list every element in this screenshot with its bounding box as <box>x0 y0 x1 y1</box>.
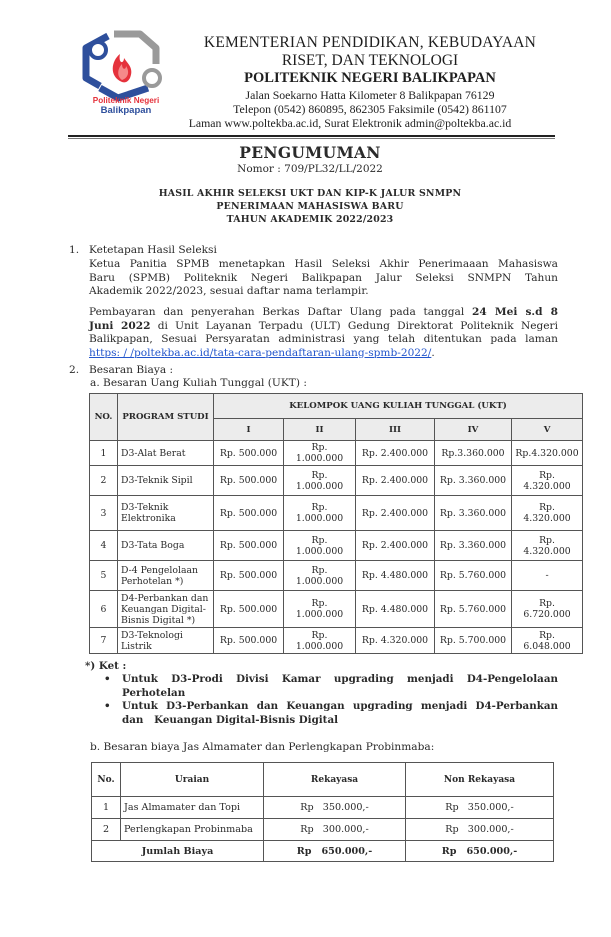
note-item-1: Untuk D3-Prodi Divisi Kamar upgrading menjadi D4-Pengelolaan Perhotelan <box>122 673 558 699</box>
header-level-2: II <box>284 419 356 441</box>
row-program: D3-Teknik Sipil <box>118 466 214 496</box>
paragraph1-line: Akademik 2022/2023, sesuai daftar nama terlampir. <box>89 285 369 297</box>
header-non-rekayasa: Non Rekayasa <box>406 763 554 797</box>
ministry-line1: KEMENTERIAN PENDIDIKAN, KEBUDAYAAN <box>203 34 537 51</box>
row-value: Rp. 1.000.000 <box>284 591 356 628</box>
announcement-subtitle-1: HASIL AKHIR SELEKSI UKT DAN KIP-K JALUR SNMPN <box>158 188 462 199</box>
row-value: Rp.4.320.000 <box>512 441 583 466</box>
row-value: Rp. 5.760.000 <box>435 561 512 591</box>
row-no: 5 <box>90 561 118 591</box>
row-non-rekayasa: Rp 350.000,- <box>406 797 554 819</box>
paragraph1-line: Baru (SPMB) Politeknik Negeri Balikpapan Jalur Seleksi SNMPN Tahun <box>89 271 558 284</box>
header-item: Uraian <box>121 763 264 797</box>
section1-number: 1. <box>69 244 80 256</box>
row-value: Rp. 4.480.000 <box>356 591 435 628</box>
row-rekayasa: Rp 350.000,- <box>264 797 406 819</box>
note-label: *) Ket : <box>85 660 127 672</box>
table-row <box>90 496 583 531</box>
header-no: NO. <box>90 394 118 441</box>
row-value: Rp. 4.320.000 <box>512 496 583 531</box>
date-range-end: Juni 2022 <box>89 319 151 332</box>
table-row <box>92 797 554 819</box>
row-value: Rp. 500.000 <box>214 466 284 496</box>
row-program: D4-Perbankan dan Keuangan Digital-Bisnis Digital *) <box>118 591 214 628</box>
header-level-3: III <box>356 419 435 441</box>
total-label: Jumlah Biaya <box>92 841 264 862</box>
row-value: Rp. 2.400.000 <box>356 496 435 531</box>
row-value: Rp. 4.320.000 <box>512 531 583 561</box>
row-rekayasa: Rp 300.000,- <box>264 819 406 841</box>
letterhead-divider-thin <box>68 138 555 139</box>
table-row <box>90 591 583 628</box>
registration-guide-link[interactable]: https: / /poltekba.ac.id/tata-cara-pendaftaran-ulang-spmb-2022/ <box>89 346 432 359</box>
row-value: Rp. 4.480.000 <box>356 561 435 591</box>
logo-text-line2: Balikpapan <box>100 105 152 116</box>
row-value: Rp. 5.700.000 <box>435 628 512 654</box>
row-no: 2 <box>90 466 118 496</box>
total-non-rekayasa: Rp 650.000,- <box>406 841 554 862</box>
announcement-subtitle-3: TAHUN AKADEMIK 2022/2023 <box>226 214 394 225</box>
row-non-rekayasa: Rp 300.000,- <box>406 819 554 841</box>
row-value: Rp. 6.720.000 <box>512 591 583 628</box>
row-value: Rp. 4.320.000 <box>356 628 435 654</box>
row-value: Rp.3.360.000 <box>435 441 512 466</box>
address: Jalan Soekarno Hatta Kilometer 8 Balikpapan 76129 <box>245 88 495 102</box>
row-value: Rp. 2.400.000 <box>356 466 435 496</box>
header-ukt-group: KELOMPOK UANG KULIAH TUNGGAL (UKT) <box>214 394 583 419</box>
total-row <box>92 841 554 862</box>
bullet-icon: • <box>104 700 111 712</box>
paragraph1-line: Ketua Panitia SPMB menetapkan Hasil Seleksi Akhir Penerimaaan Mahasiswa <box>89 258 558 270</box>
table-row <box>90 561 583 591</box>
row-item: Perlengkapan Probinmaba <box>121 819 264 841</box>
row-no: 6 <box>90 591 118 628</box>
almamater-fee-table <box>91 762 554 862</box>
row-value: Rp. 1.000.000 <box>284 531 356 561</box>
row-no: 2 <box>92 819 121 841</box>
paragraph2-line4: https: / /poltekba.ac.id/tata-cara-pendaftaran-ulang-spmb-2022/. <box>89 346 435 359</box>
row-no: 7 <box>90 628 118 654</box>
header-program: PROGRAM STUDI <box>118 394 214 441</box>
row-program: D3-Teknik Elektronika <box>118 496 214 531</box>
note-item-2: Untuk D3-Perbankan dan Keuangan upgrading menjadi D4-Perbankan dan Keuangan Digital-Bisnis Digital <box>122 700 558 726</box>
web-email: Laman www.poltekba.ac.id, Surat Elektronik admin@poltekba.ac.id <box>188 116 512 130</box>
row-value: Rp. 6.048.000 <box>512 628 583 654</box>
row-program: D3-Teknologi Listrik <box>118 628 214 654</box>
row-value: - <box>512 561 583 591</box>
section1-paragraph2 <box>89 306 558 360</box>
row-value: Rp. 3.360.000 <box>435 496 512 531</box>
row-value: Rp. 3.360.000 <box>435 466 512 496</box>
table-row <box>90 531 583 561</box>
table-row <box>92 819 554 841</box>
announcement-title: PENGUMUMAN <box>239 143 381 162</box>
section2-sub-a: a. Besaran Uang Kuliah Tunggal (UKT) : <box>90 377 307 389</box>
announcement-subtitle-2: PENERIMAAN MAHASISWA BARU <box>216 201 404 212</box>
total-rekayasa: Rp 650.000,- <box>264 841 406 862</box>
ministry-line2: RISET, DAN TEKNOLOGI <box>281 52 459 69</box>
paragraph2-line2: Juni 2022 di Unit Layanan Terpadu (ULT) Gedung Direktorat Politeknik Negeri <box>89 319 558 332</box>
table-row <box>90 441 583 466</box>
paragraph2-line3: Balikpapan, Sesuai Persyaratan administrasi yang telah ditentukan pada laman <box>89 333 558 345</box>
header-level-1: I <box>214 419 284 441</box>
announcement-number: Nomor : 709/PL32/LL/2022 <box>237 163 383 175</box>
row-value: Rp. 1.000.000 <box>284 441 356 466</box>
row-no: 1 <box>90 441 118 466</box>
row-value: Rp. 500.000 <box>214 496 284 531</box>
row-value: Rp. 500.000 <box>214 561 284 591</box>
row-item: Jas Almamater dan Topi <box>121 797 264 819</box>
row-value: Rp. 500.000 <box>214 531 284 561</box>
row-value: Rp. 4.320.000 <box>512 466 583 496</box>
section2-number: 2. <box>69 364 80 376</box>
row-no: 1 <box>92 797 121 819</box>
letterhead-divider <box>68 135 555 137</box>
paragraph2-line1: Pembayaran dan penyerahan Berkas Daftar Ulang pada tanggal 24 Mei s.d 8 <box>89 306 559 318</box>
row-value: Rp. 5.760.000 <box>435 591 512 628</box>
header-level-5: V <box>512 419 583 441</box>
row-value: Rp. 1.000.000 <box>284 561 356 591</box>
bullet-icon: • <box>104 673 111 685</box>
ukt-table <box>89 393 583 654</box>
row-value: Rp. 1.000.000 <box>284 628 356 654</box>
row-value: Rp. 500.000 <box>214 441 284 466</box>
header-no: No. <box>92 763 121 797</box>
header-level-4: IV <box>435 419 512 441</box>
phone-fax: Telepon (0542) 860895, 862305 Faksimile (0542) 861107 <box>233 102 507 116</box>
row-value: Rp. 1.000.000 <box>284 496 356 531</box>
section1-paragraph1 <box>89 258 558 299</box>
header-rekayasa: Rekayasa <box>264 763 406 797</box>
institution-name: POLITEKNIK NEGERI BALIKPAPAN <box>244 70 496 86</box>
row-no: 4 <box>90 531 118 561</box>
table-row <box>90 628 583 654</box>
section1-heading: Ketetapan Hasil Seleksi <box>89 244 217 256</box>
table-row <box>90 466 583 496</box>
row-value: Rp. 500.000 <box>214 591 284 628</box>
logo-text-line1: Politeknik Negeri <box>92 96 160 105</box>
row-no: 3 <box>90 496 118 531</box>
row-program: D3-Tata Boga <box>118 531 214 561</box>
row-value: Rp. 2.400.000 <box>356 441 435 466</box>
row-value: Rp. 500.000 <box>214 628 284 654</box>
row-value: Rp. 1.000.000 <box>284 466 356 496</box>
row-program: D-4 Pengelolaan Perhotelan *) <box>118 561 214 591</box>
row-program: D3-Alat Berat <box>118 441 214 466</box>
row-value: Rp. 2.400.000 <box>356 531 435 561</box>
section2-sub-b: b. Besaran biaya Jas Almamater dan Perlengkapan Probinmaba: <box>90 741 435 753</box>
section2-heading: Besaran Biaya : <box>89 364 174 376</box>
date-range-start: 24 Mei s.d 8 <box>472 306 559 318</box>
row-value: Rp. 3.360.000 <box>435 531 512 561</box>
